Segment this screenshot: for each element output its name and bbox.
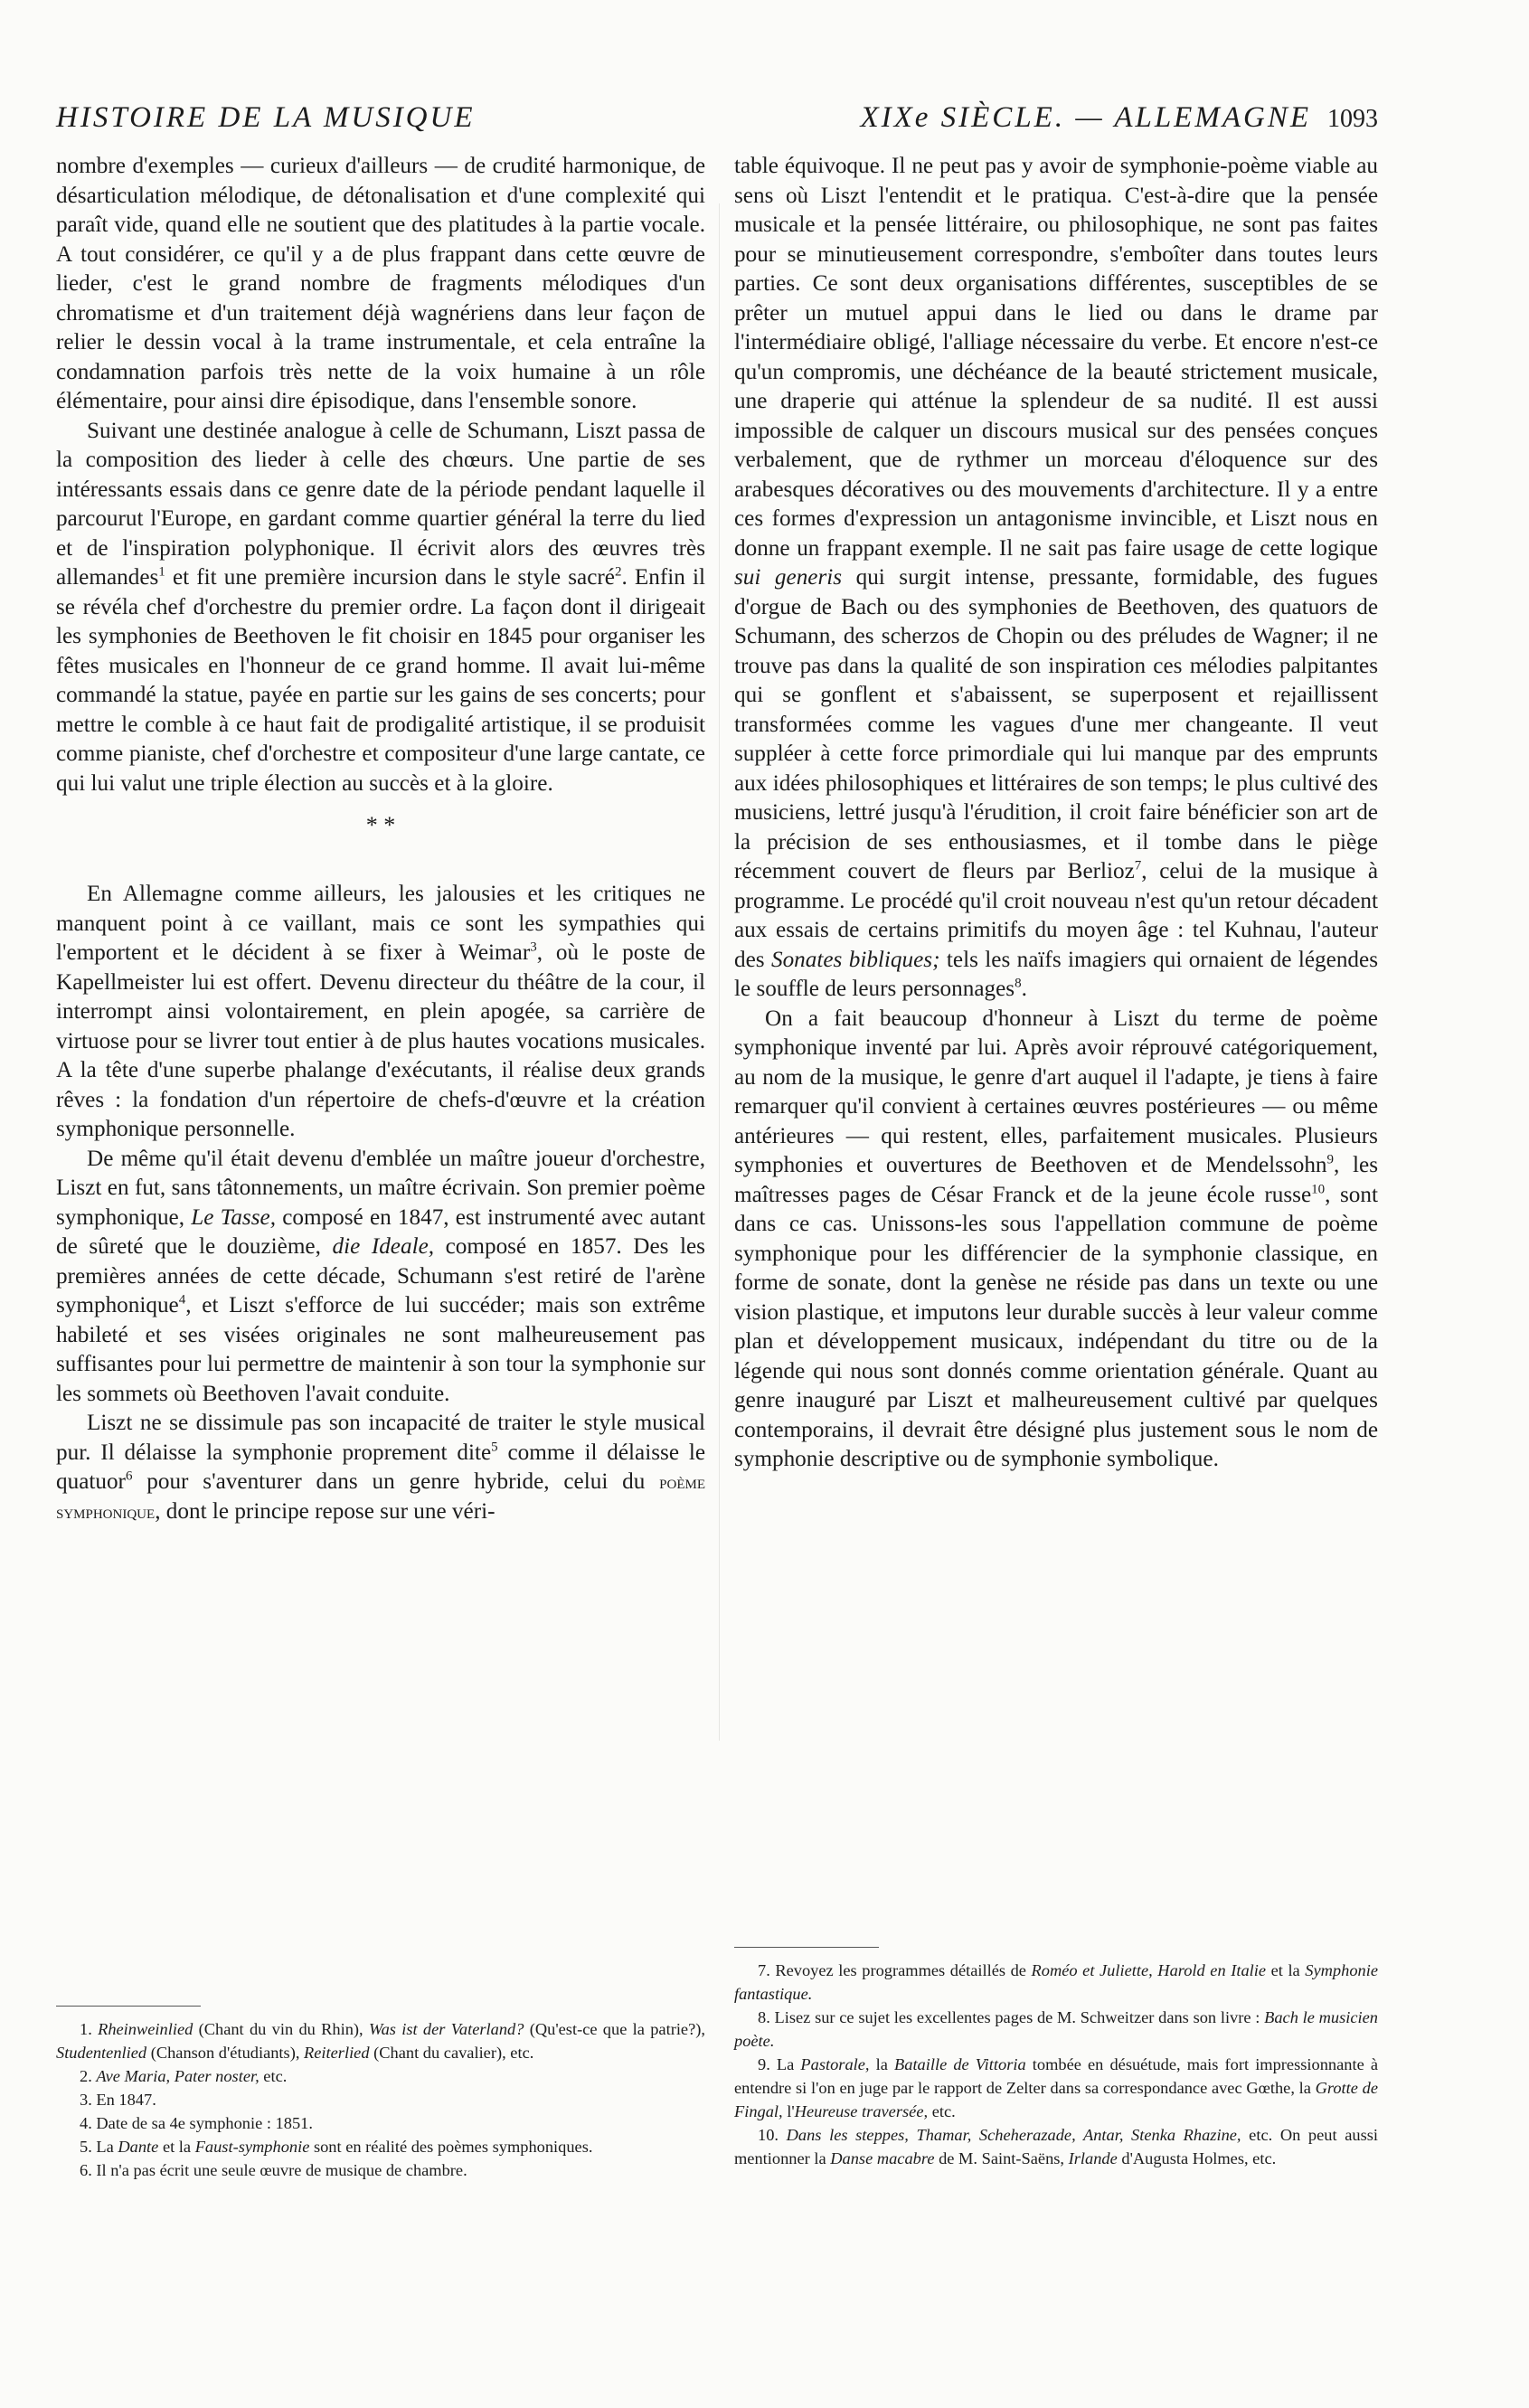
text-run: De même qu'il était devenu d'emblée un maître joueur d'orchestre, Liszt en fut, sans tâtonnements, un maître écrivain. Son premier poème symphonique,: [56, 1146, 705, 1230]
paragraph: nombre d'exemples — curieux d'ailleurs — de crudité harmonique, de désarticulation mélodique, de détonalisation et d'une complexité qui paraît vide, quand elle ne soutient que des platitudes à la partie vocale. A tout considérer, ce qu'il y a de plus frappant dans cette œuvre de lieder, c'est le grand nombre de fragments mélodiques d'un chromatisme et d'un traitement déjà wagnériens dans leur façon de relier le dessin vocal à la trame instrumentale, et cela entraîne la condamnation parfois très nette de la voix humaine à un rôle élémentaire, pour ainsi dire épisodique, dans l'ensemble sonore.: [56, 154, 705, 413]
work-title: Grotte de Fingal,: [734, 2079, 1378, 2120]
work-title: Rheinweinlied: [98, 2020, 193, 2038]
text-run: (Chant du cavalier), etc.: [369, 2044, 534, 2062]
text-run: etc. On peut aussi mentionner la: [734, 2126, 1379, 2167]
text-run: Suivant une destinée analogue à celle de Schumann, Liszt passa de la composition des lieder à celle des chœurs. Une partie de ses intéressants essais dans ce genre date de la période pendant laquelle il parcourut l'Europe, en gardant comme quartier général la terre du lied et de l'inspiration polyphonique. Il écrivit alors des œuvres très allemandes: [56, 418, 705, 590]
text-run: Liszt ne se dissimule pas son incapacité de traiter le style musical pur. Il délaisse la symphonie proprement dite: [56, 1411, 705, 1465]
text-run: (Chanson d'étudiants),: [146, 2044, 305, 2062]
text-run: . Enfin il se révéla chef d'orchestre du premier ordre. La façon dont il dirigeait les symphonies de Beethoven le fit choisir en 1845 pour organiser les fêtes musicales en l'honneur de ce grand homme. Il avait lui-même commandé la statue, payée en partie sur les gains de ses concerts; pour mettre le comble à ce haut fait de prodigalité artistique, il se produisit comme pianiste, chef d'orchestre et compositeur d'une large cantate, ce qui lui valut une triple élection au succès et à la gloire.: [56, 565, 705, 796]
footnote-ref: 10: [1311, 1182, 1326, 1197]
paragraph: [56, 1409, 705, 1526]
footnote-2: [56, 2064, 705, 2088]
work-title: Danse macabre: [830, 2149, 935, 2167]
footnote-ref: 7: [1134, 858, 1142, 873]
footnote-ref: 1: [158, 564, 165, 580]
footnote-ref: 4: [178, 1292, 186, 1308]
text-run: tels les naïfs imagiers qui ornaient de légendes le souffle de leurs personnages: [734, 947, 1378, 1001]
work-title: Dante: [118, 2138, 159, 2156]
footnote-number: 9. La: [758, 2055, 801, 2073]
text-run: de M. Saint-Saëns,: [934, 2149, 1069, 2167]
text-run: , les maîtresses pages de César Franck et de la jeune école russe: [734, 1153, 1378, 1207]
text-run: , sont dans ce cas. Unissons-les sous l'appellation commune de poème symphonique pour les différencier de la symphonie classique, en forme de sonate, dont la genèse ne réside pas dans un texte ou une vision plastique, et imputons leur durable succès à leur valeur comme plan et développement musicaux, indépendant du titre ou de la légende qui nous sont donnés comme orientation générale. Quant au genre inauguré par Liszt et malheureusement cultivé par quelques contemporains, il devrait être désigné plus justement sous le nom de symphonie descriptive ou de symphonie symbolique.: [734, 1182, 1378, 1471]
text-run: comme il délaisse le quatuor: [56, 1440, 706, 1494]
footnote-number: 10.: [758, 2126, 787, 2144]
footnote-6: 6. Il n'a pas écrit une seule œuvre de musique de chambre.: [80, 2161, 467, 2179]
paragraph: [734, 152, 1378, 1005]
work-title: Irlande: [1068, 2149, 1118, 2167]
text-run: l': [782, 2102, 795, 2120]
footnote-5: [56, 2135, 705, 2158]
text-run: , dont le principe repose sur une véri-: [155, 1498, 496, 1524]
footnote-10: [734, 2123, 1378, 2170]
footnote-number: 1.: [80, 2020, 99, 2038]
footnote-number: 8. Lisez sur ce sujet les excellentes pages de M. Schweitzer dans son livre :: [758, 2008, 1265, 2026]
text-run: la: [869, 2055, 895, 2073]
footnote-9: [734, 2053, 1378, 2123]
work-title: Symphonie fantastique.: [734, 1961, 1378, 2003]
header-section-title: [860, 101, 1378, 135]
text-run: etc.: [928, 2102, 956, 2120]
header-chapter-title: XIXe SIÈCLE. — ALLEMAGNE: [860, 101, 1311, 134]
footnote-1: [56, 2017, 705, 2064]
text-run: composé en 1857. Des les premières années de cette décade, Schumann s'est retiré de l'arène symphonique: [56, 1234, 705, 1317]
footnote-7: [734, 1959, 1378, 2006]
text-run: On a fait beaucoup d'honneur à Liszt du terme de poème symphonique inventé par lui. Après avoir réprouvé catégoriquement, au nom de la musique, le genre d'art auquel il l'adapte, je tiens à faire remarquer qu'il convient à certaines œuvres postérieures — ou même antérieures — qui restent, elles, parfaitement musicales. Plusieurs symphonies et ouvertures de Beethoven et de Mendelssohn: [734, 1006, 1378, 1177]
work-title: die Ideale,: [332, 1234, 435, 1259]
text-run: .: [1021, 977, 1027, 1001]
paragraph: [56, 1145, 705, 1410]
footnote-rule-left: [56, 2006, 201, 2007]
text-run: sont en réalité des poèmes symphoniques.: [309, 2138, 593, 2156]
text-run: , et Liszt s'efforce de lui succéder; mais son extrême habileté et ses visées originales ne sont malheureusement pas suffisantes pour lui permettre de maintenir à son tour la symphonie sur les sommets où Beethoven l'avait conduite.: [56, 1293, 705, 1406]
work-title: Studentenlied: [56, 2044, 147, 2062]
footnotes-left: [56, 2017, 705, 2182]
footnote-ref: 3: [530, 940, 537, 955]
text-run: (Qu'est-ce que la patrie?),: [524, 2020, 705, 2038]
header-book-title: HISTOIRE DE LA MUSIQUE: [56, 101, 476, 134]
work-title: Dans les steppes, Thamar, Scheherazade, Antar, Stenka Rhazine,: [786, 2126, 1241, 2144]
footnote-ref: 9: [1326, 1152, 1335, 1167]
footnote-number: 2.: [80, 2067, 97, 2085]
footnote-number: 5. La: [80, 2138, 118, 2156]
text-run: (Chant du vin du Rhin),: [193, 2020, 369, 2038]
work-title: Sonates bibliques;: [770, 947, 940, 972]
footnote-ref: 8: [1015, 976, 1022, 991]
paragraph: [734, 1005, 1378, 1475]
text-run: et la: [1266, 1961, 1306, 1979]
text-run: etc.: [259, 2067, 288, 2085]
text-run: , celui de la musique à programme. Le procédé qu'il croit nouveau n'est qu'un retour décadent aux essais de certains primitifs du moyen âge : tel Kuhnau, l'auteur des: [734, 859, 1378, 972]
work-title: Heureuse traversée,: [794, 2102, 929, 2120]
work-title: Reiterlied: [304, 2044, 370, 2062]
work-title: Le Tasse,: [191, 1204, 276, 1230]
right-column: [734, 152, 1378, 1475]
work-title: Roméo et Juliette, Harold en Italie: [1031, 1961, 1267, 1979]
column-divider: [719, 203, 720, 1741]
work-title: Ave Maria, Pater noster,: [96, 2067, 260, 2085]
text-run: En Allemagne comme ailleurs, les jalousies et les critiques ne manquent point à ce vaillant, mais ce sont les sympathies qui l'emportent et le décident à se fixer à Weimar: [56, 882, 705, 965]
running-header: [56, 101, 1378, 143]
text-run: et fit une première incursion dans le style sacré: [165, 565, 615, 590]
text-run: qui surgit intense, pressante, formidable, des fugues d'orgue de Bach ou des symphonies de Beethoven, des quatuors de Schumann, des scherzos de Chopin ou des préludes de Wagner; il ne trouve pas dans la qualité de son inspiration ces mélodies palpitantes qui se gonflent et s'abaissent, se superposent et rejaillissent transformées comme les vagues d'une mer changeante. Il veut suppléer à cette force primordiale qui lui manque par des emprunts aux idées philosophiques et littéraires de son temps; le plus cultivé des musiciens, lettré jusqu'à l'érudition, il croit faire bénéficier son art de la précision de ses enthousiasmes, et il tombe dans le piège récemment couvert de fleurs par Berlioz: [734, 565, 1379, 883]
text-run: composé en 1847, est instrumenté avec autant de sûreté que le douzième,: [56, 1204, 705, 1259]
latin-term: sui generis: [734, 565, 843, 590]
text-run: d'Augusta Holmes, etc.: [1117, 2149, 1277, 2167]
footnote-ref: 5: [491, 1440, 498, 1455]
footnote-ref: 6: [125, 1468, 133, 1484]
footnote-8: [734, 2006, 1378, 2053]
paragraph: [56, 417, 705, 799]
text-run: et la: [158, 2138, 195, 2156]
left-column: [56, 152, 705, 1526]
footnote-rule-right: [734, 1947, 879, 1948]
work-title: Faust-symphonie: [194, 2138, 310, 2156]
footnote-ref: 2: [614, 564, 622, 580]
text-run: , où le poste de Kapellmeister lui est offert. Devenu directeur du théâtre de la cour, il interrompt ainsi volontairement, en plein apogée, sa carrière de virtuose pour se livrer tout entier à de plus hautes vocations musicales. A la tête d'une superbe phalange d'exécutants, il réalise deux grands rêves : la fondation d'un répertoire de chefs-d'œuvre et la création symphonique personnelle.: [56, 940, 706, 1141]
footnotes-right: [734, 1959, 1378, 2170]
paragraph: [56, 880, 705, 1145]
work-title: Bach le musicien poète.: [734, 2008, 1378, 2050]
page-number: 1093: [1327, 105, 1378, 133]
footnote-number: 7. Revoyez les programmes détaillés de: [758, 1961, 1032, 1979]
section-separator: * *: [365, 812, 396, 838]
text-run: table équivoque. Il ne peut pas y avoir de symphonie-poème viable au sens où Liszt l'entendit et le pratiqua. C'est-à-dire que la pensée musicale et la pensée littéraire, ou philosophique, ne sont pas faites pour se minutieusement correspondre, s'emboîter dans toutes leurs parties. Ce sont deux organisations différentes, susceptibles de se prêter un mutuel appui dans le lied ou dans le drame par l'intermédiaire obligé, l'alliage nécessaire du verbe. Et encore n'est-ce qu'un compromis, une déchéance de la beauté strictement musicale, une draperie qui atténue la splendeur de sa nudité. Il est aussi impossible de calquer un discours musical sur des pensées conçues verbalement, que de rythmer un morceau d'éloquence sur des arabesques décoratives ou des mouvements d'architecture. Il y a entre ces formes d'expression un antagonisme invincible, et Liszt nous en donne un frappant exemple. Il ne sait pas faire usage de cette logique: [734, 154, 1378, 561]
genre-term: poème symphonique: [56, 1471, 705, 1523]
footnote-4: 4. Date de sa 4e symphonie : 1851.: [80, 2114, 313, 2132]
text-run: tombée en désuétude, mais fort impressionnante à entendre si l'on en juge par le rapport de Zelter dans sa correspondance avec Gœthe, la: [734, 2055, 1379, 2097]
work-title: Bataille de Vittoria: [894, 2055, 1026, 2073]
text-run: pour s'aventurer dans un genre hybride, celui du: [132, 1469, 660, 1494]
work-title: Pastorale,: [800, 2055, 870, 2073]
work-title: Was ist der Vaterland?: [368, 2020, 524, 2038]
footnote-3: 3. En 1847.: [80, 2091, 156, 2109]
